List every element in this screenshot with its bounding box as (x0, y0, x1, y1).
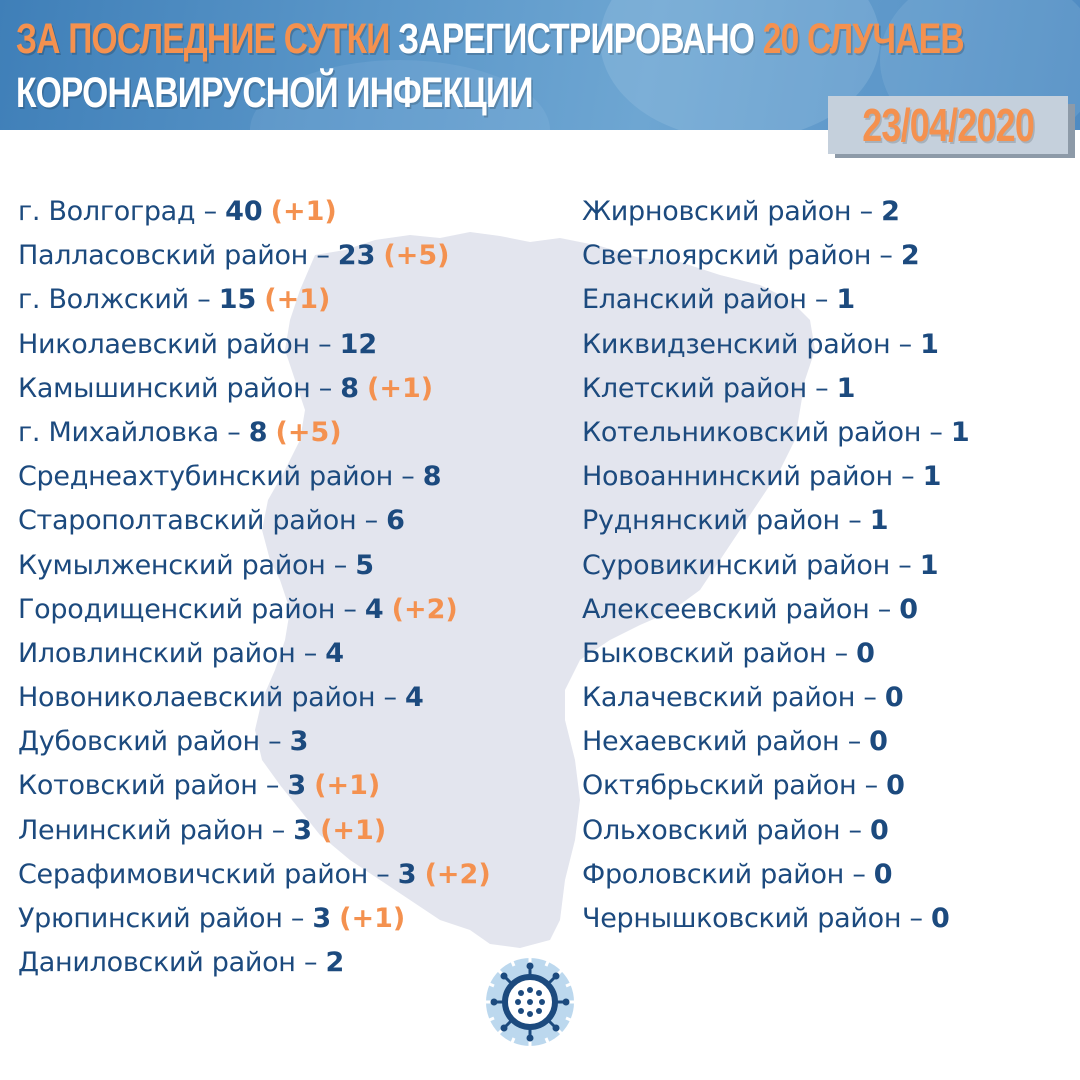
case-count: 4 (405, 682, 424, 714)
case-count: 1 (919, 549, 939, 581)
district-row (582, 588, 970, 632)
separator-dash: – (871, 240, 901, 272)
date-badge (828, 96, 1068, 154)
district-name: Ольховский район (582, 814, 841, 846)
separator-dash: – (890, 328, 921, 360)
district-row (582, 234, 970, 278)
district-name: Калачевский район (582, 682, 856, 714)
case-count: 40 (225, 196, 263, 227)
case-count: 4 (364, 593, 384, 625)
district-row (18, 632, 491, 676)
case-count: 2 (325, 947, 345, 979)
new-cases-delta: (+2) (391, 593, 458, 625)
district-row (582, 809, 970, 853)
district-row (18, 499, 491, 543)
district-row (18, 455, 491, 499)
district-name: Чернышковский район (582, 903, 902, 934)
district-name: Дубовский район (18, 726, 260, 758)
case-count: 3 (287, 770, 307, 802)
separator-dash: – (310, 372, 341, 404)
separator-dash: – (892, 461, 923, 493)
case-count: 3 (312, 903, 332, 934)
district-row (582, 455, 970, 499)
district-row (582, 499, 970, 543)
district-name: Николаевский район (18, 328, 310, 360)
district-row (18, 720, 491, 764)
case-count: 12 (339, 328, 378, 360)
district-row (18, 764, 491, 808)
new-cases-delta: (+1) (264, 284, 331, 316)
separator-dash: – (844, 858, 874, 890)
district-name: г. Михайловка (18, 416, 219, 448)
case-count: 8 (422, 461, 442, 493)
district-row (18, 278, 491, 322)
case-count: 23 (337, 240, 376, 272)
district-row (582, 676, 970, 720)
separator-dash: – (257, 770, 288, 802)
case-count: 0 (856, 637, 875, 669)
district-name: Камышинский район (18, 372, 311, 404)
new-cases-delta: (+1) (314, 770, 381, 802)
separator-dash: – (839, 726, 870, 758)
district-row (582, 632, 970, 676)
headline-highlight: ЗА ПОСЛЕДНИЕ СУТКИ (16, 15, 390, 63)
case-count: 2 (881, 196, 900, 227)
separator-dash: – (309, 328, 340, 360)
separator-dash: – (806, 372, 837, 404)
case-count: 0 (870, 814, 889, 846)
separator-dash: – (375, 682, 406, 714)
separator-dash: – (295, 637, 326, 669)
district-list-left (18, 190, 491, 985)
case-count: 4 (325, 637, 345, 669)
district-name: Палласовский район (18, 240, 309, 272)
case-count: 3 (397, 858, 417, 890)
new-cases-delta: (+5) (383, 240, 450, 272)
separator-dash: – (840, 814, 871, 846)
district-row (18, 544, 491, 588)
new-cases-delta: (+1) (270, 196, 337, 227)
district-row (18, 234, 491, 278)
district-row (582, 720, 970, 764)
case-count: 3 (293, 814, 313, 846)
case-count: 6 (386, 505, 405, 537)
district-name: Среднеахтубинский район (18, 461, 393, 493)
district-name: Иловлинский район (18, 637, 296, 669)
case-count: 0 (930, 903, 950, 934)
separator-dash: – (188, 284, 219, 316)
new-cases-delta: (+1) (339, 903, 406, 934)
district-row (582, 278, 970, 322)
district-name: Городищенский район (18, 593, 336, 625)
case-count: 1 (950, 416, 970, 448)
separator-dash: – (295, 947, 326, 979)
district-row (18, 676, 491, 720)
case-count: 1 (922, 461, 942, 493)
district-name: Жирновский район (582, 196, 852, 227)
separator-dash: – (855, 682, 885, 714)
separator-dash: – (263, 814, 294, 846)
district-row (582, 853, 970, 897)
district-name: Котельниковский район (582, 416, 922, 448)
separator-dash: – (839, 505, 870, 537)
new-cases-delta: (+1) (320, 814, 387, 846)
district-row (582, 190, 970, 234)
district-name: Новоаннинский район (582, 461, 893, 493)
separator-dash: – (826, 637, 857, 669)
district-name: Алексеевский район (582, 593, 870, 625)
separator-dash: – (195, 196, 226, 227)
district-row (18, 853, 491, 897)
district-row (18, 897, 491, 941)
new-cases-delta: (+2) (424, 858, 491, 890)
separator-dash: – (335, 593, 365, 625)
district-row (582, 897, 970, 941)
district-name: Даниловский район (18, 947, 296, 979)
district-row (18, 411, 491, 455)
separator-dash: – (368, 858, 398, 890)
district-name: Ленинский район (18, 814, 264, 846)
date-text: 23/04/2020 (862, 99, 1034, 151)
case-count: 0 (886, 770, 905, 802)
coronavirus-icon (478, 950, 582, 1054)
separator-dash: – (869, 593, 900, 625)
separator-dash: – (308, 240, 338, 272)
case-count: 8 (340, 372, 360, 404)
district-row (582, 323, 970, 367)
headline-line-2 (16, 68, 533, 118)
district-name: Еланский район (582, 284, 807, 316)
district-row (18, 809, 491, 853)
case-count: 15 (218, 284, 257, 316)
district-name: г. Волгоград (18, 196, 196, 227)
case-count: 0 (869, 726, 888, 758)
separator-dash: – (901, 903, 931, 934)
separator-dash: – (851, 196, 882, 227)
case-count: 1 (836, 372, 856, 404)
case-count: 5 (355, 549, 375, 581)
case-count: 1 (869, 505, 889, 537)
district-list-right (582, 190, 970, 941)
district-name: Серафимовичский район (18, 858, 369, 890)
district-name: Нехаевский район (582, 726, 840, 758)
case-count: 1 (920, 328, 939, 360)
district-row (18, 588, 491, 632)
separator-dash: – (356, 505, 387, 537)
case-count: 1 (836, 284, 856, 316)
district-name: Фроловский район (582, 858, 845, 890)
case-count: 3 (289, 726, 309, 758)
district-name: Новониколаевский район (18, 682, 376, 714)
new-cases-delta: (+1) (367, 372, 434, 404)
case-count: 0 (884, 682, 904, 714)
district-name: Котовский район (18, 770, 258, 802)
separator-dash: – (325, 549, 356, 581)
district-name: Светлоярский район (582, 240, 872, 272)
headline-line-1 (16, 14, 964, 64)
district-name: Суровикинский район (582, 549, 890, 581)
district-name: г. Волжский (18, 284, 189, 316)
district-row (582, 544, 970, 588)
district-name: Быковский район (582, 637, 827, 669)
district-name: Клетский район (582, 372, 807, 404)
district-name: Руднянский район (582, 505, 840, 537)
case-count: 0 (899, 593, 919, 625)
district-row (18, 190, 491, 234)
case-count: 0 (873, 858, 893, 890)
separator-dash: – (218, 416, 249, 448)
separator-dash: – (259, 726, 290, 758)
district-name: Старополтавский район (18, 505, 357, 537)
case-count: 8 (248, 416, 268, 448)
district-row (18, 323, 491, 367)
separator-dash: – (282, 903, 313, 934)
headline-subject: КОРОНАВИРУСНОЙ ИНФЕКЦИИ (16, 69, 533, 117)
district-row (18, 367, 491, 411)
district-name: Киквидзенский район (582, 328, 891, 360)
district-row (18, 941, 491, 985)
district-row (582, 411, 970, 455)
new-cases-delta: (+5) (275, 416, 342, 448)
district-row (582, 764, 970, 808)
headline-case-count: 20 СЛУЧАЕВ (762, 15, 964, 63)
district-name: Кумылженский район (18, 549, 326, 581)
separator-dash: – (890, 549, 920, 581)
separator-dash: – (806, 284, 837, 316)
headline-text: ЗАРЕГИСТРИРОВАНО (398, 15, 755, 63)
separator-dash: – (392, 461, 423, 493)
district-name: Октябрьский район (582, 770, 857, 802)
district-row (582, 367, 970, 411)
separator-dash: – (921, 416, 951, 448)
separator-dash: – (856, 770, 887, 802)
case-count: 2 (900, 240, 920, 272)
district-name: Урюпинский район (18, 903, 283, 934)
